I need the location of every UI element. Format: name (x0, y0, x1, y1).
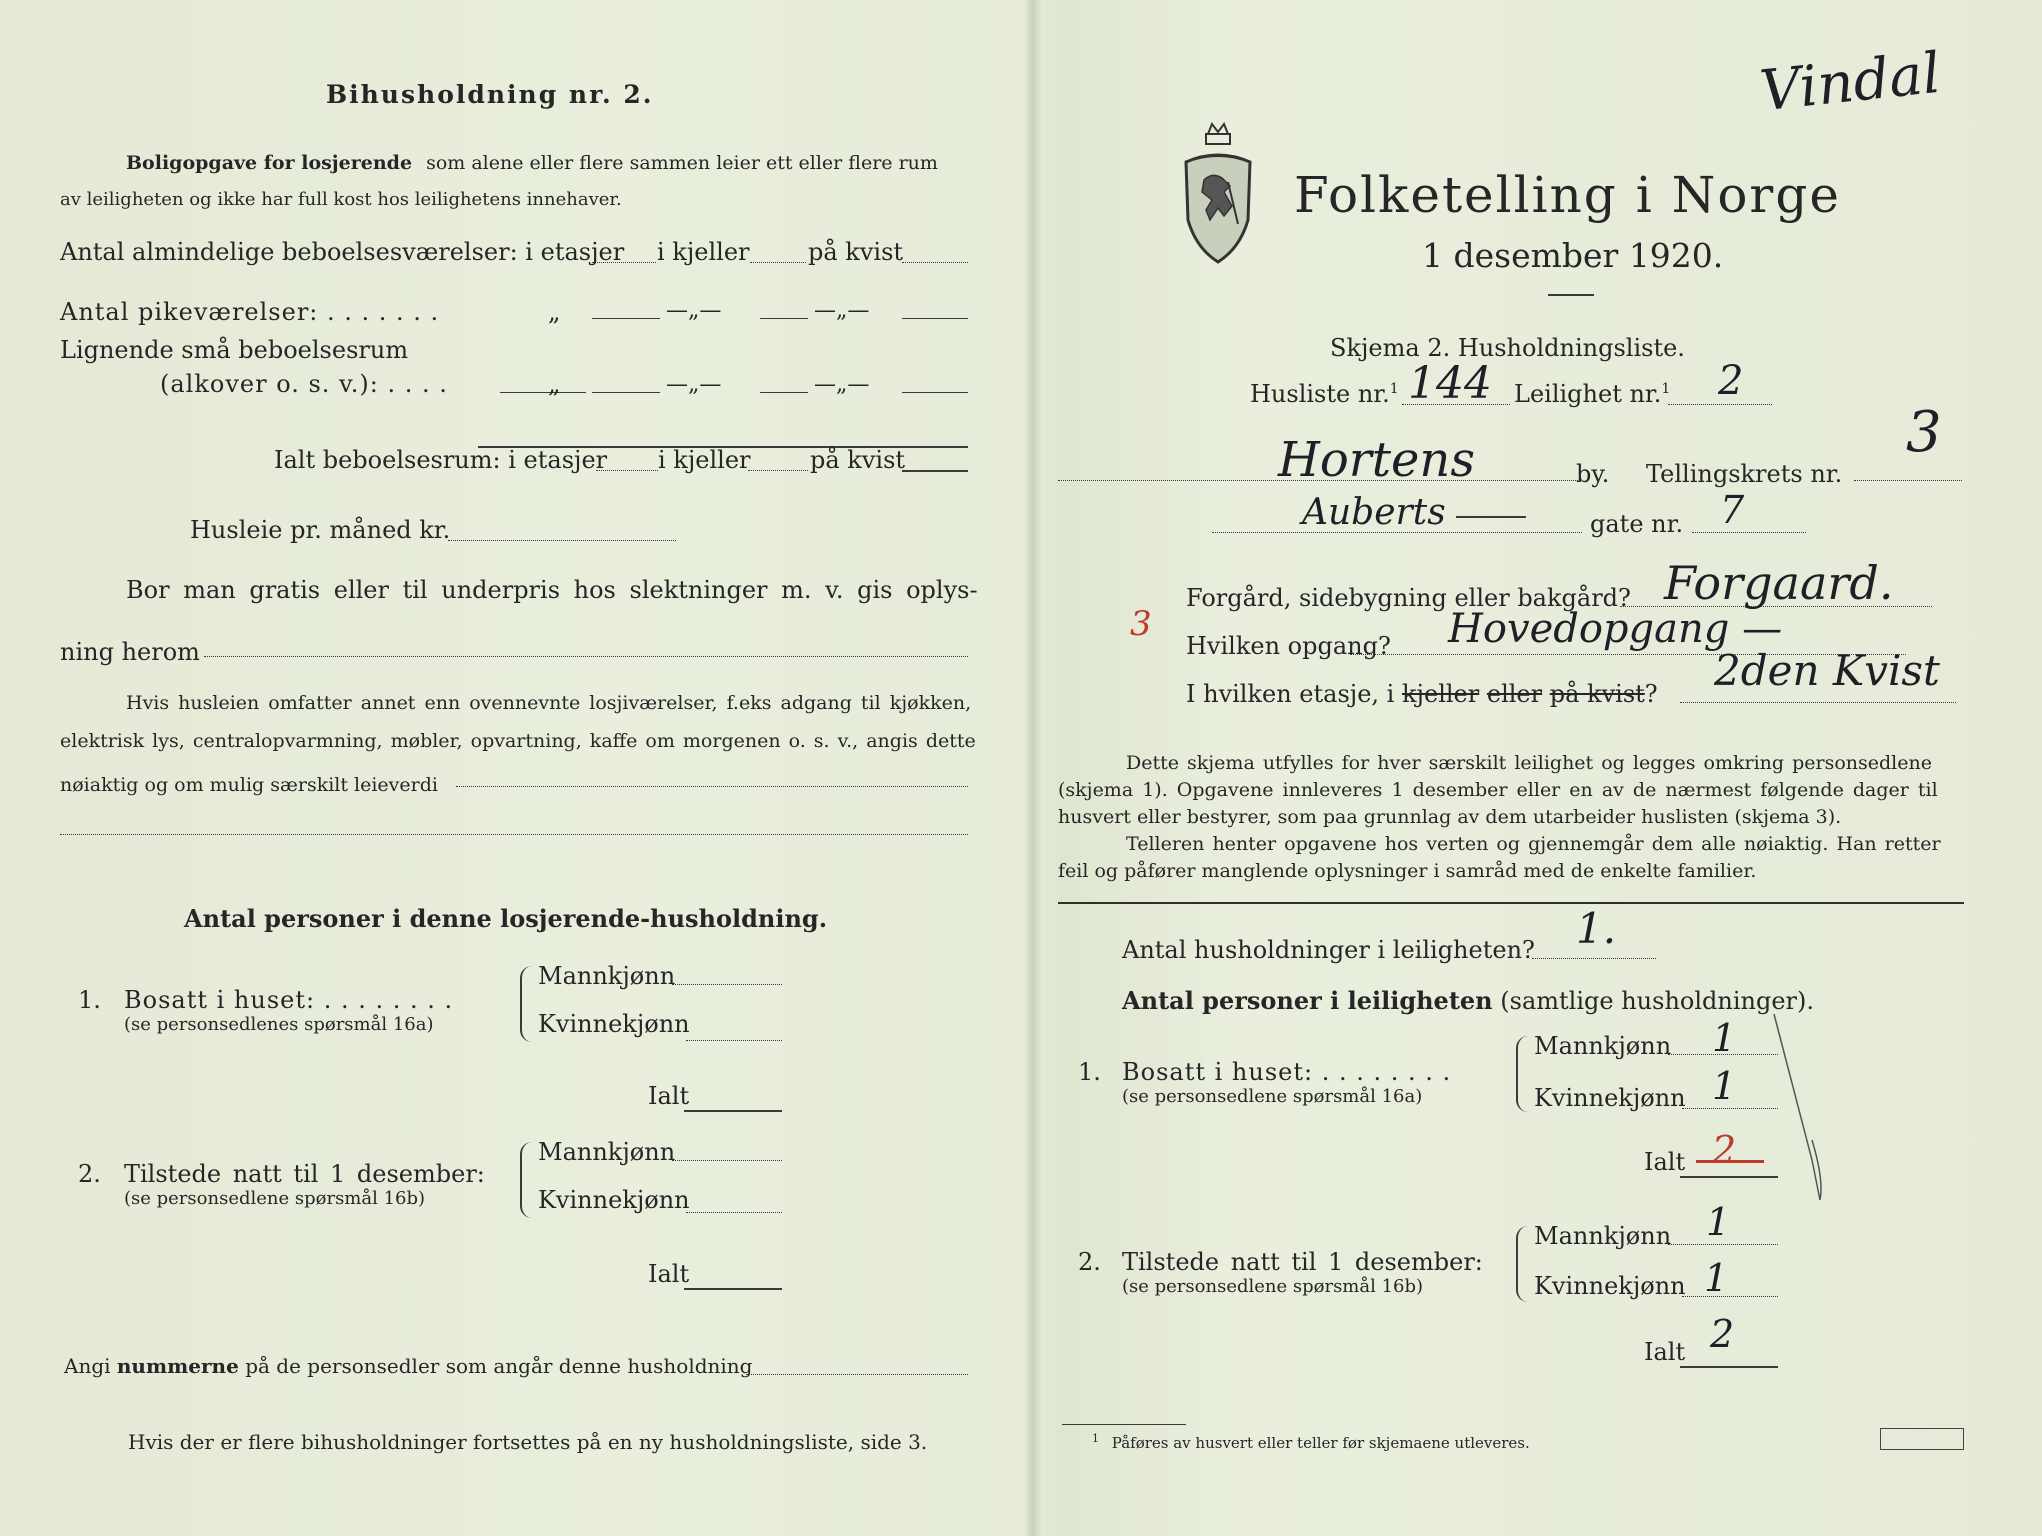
right-q2-kvinne: Kvinnekjønn (1534, 1272, 1686, 1300)
right-q1-mann-value: 1 (1712, 1016, 1737, 1060)
left-q1-label: Bosatt i huset: . . . . . . . . (124, 986, 454, 1014)
right-q2-mann: Mannkjønn (1534, 1222, 1672, 1250)
left-q2-ialt-field[interactable] (684, 1288, 782, 1290)
page-fold (1024, 0, 1042, 1536)
rooms-label: Antal almindelige beboelsesværelser: i etasjer (60, 238, 625, 266)
top-note-handwriting: Vindal (1757, 40, 1944, 125)
left-q2-num: 2. (78, 1160, 101, 1188)
footnote (1092, 1432, 1530, 1452)
angi-line (64, 1354, 752, 1378)
left-q2-kvinne: Kvinnekjønn (538, 1186, 690, 1214)
right-q1-ialt: Ialt (1644, 1148, 1686, 1176)
left-q2-brace (520, 1142, 534, 1218)
note-line-3: nøiaktig og om mulig særskilt leieverdi (60, 774, 438, 796)
by-label: by. (1576, 460, 1610, 488)
hh-value: 1. (1576, 904, 1617, 953)
rooms-etasjer-field[interactable] (592, 262, 656, 263)
footnote-rule (1062, 1424, 1186, 1425)
krets-field[interactable] (1854, 480, 1962, 481)
right-q1-ialt-red-underline (1696, 1160, 1764, 1163)
left-q1-ialt-field[interactable] (684, 1110, 782, 1112)
rooms-kvist-field[interactable] (902, 262, 968, 263)
husliste-sup: 1 (1389, 381, 1399, 397)
small-rooms-ditto-2: —„— (666, 372, 722, 397)
pike-ditto-2: —„— (666, 298, 722, 323)
small-rooms-kvist-field[interactable] (902, 392, 968, 393)
printer-stamp (1880, 1428, 1964, 1450)
left-persons-heading: Antal personer i denne losjerende-husholdning. (184, 904, 828, 933)
right-q1-ialt-value: 2 (1712, 1128, 1737, 1172)
leilighet-sup: 1 (1661, 381, 1671, 397)
left-title: Bihusholdning nr. 2. (326, 80, 654, 109)
right-q2-ialt: Ialt (1644, 1338, 1686, 1366)
hh-field[interactable] (1532, 958, 1656, 959)
left-q2-ialt: Ialt (648, 1260, 690, 1288)
pike-ditto-3: —„— (814, 298, 870, 323)
left-q2-sub: (se personsedlene spørsmål 16b) (124, 1188, 426, 1209)
right-q1-num: 1. (1078, 1058, 1101, 1086)
instr-line-5: feil og påfører manglende oplysninger i samråd med de enkelte familier. (1058, 860, 1757, 882)
note-field[interactable] (456, 786, 968, 787)
angi-text-1: Angi (64, 1354, 111, 1378)
right-q1-mann: Mannkjønn (1534, 1032, 1672, 1060)
left-q1-brace (520, 966, 534, 1042)
etasje-kjeller-struck: kjeller (1402, 680, 1480, 708)
total-kvist-field[interactable] (902, 470, 968, 472)
small-rooms-ditto: „ (548, 370, 561, 398)
gate-label: gate nr. (1590, 510, 1684, 538)
right-q1-kvinne-field[interactable] (1682, 1108, 1778, 1109)
krets-value: 3 (1906, 400, 1942, 465)
leilighet-value: 2 (1718, 358, 1744, 404)
small-rooms-ditto-3: —„— (814, 372, 870, 397)
etasje-question: ? (1644, 680, 1658, 708)
instructions (1058, 750, 1964, 885)
right-persons-rest: (samtlige husholdninger). (1500, 987, 1815, 1015)
small-rooms-etasjer-field[interactable] (592, 392, 660, 393)
total-kjeller-field[interactable] (748, 470, 808, 471)
opgang-value: Hovedopgang — (1448, 606, 1783, 652)
right-q2-ialt-value: 2 (1710, 1312, 1735, 1356)
total-etasjer-field[interactable] (596, 470, 658, 471)
etasje-label (1186, 680, 1658, 708)
instr-line-3: husvert eller bestyrer, som paa grunnlag av dem utarbeider huslisten (skjema 3). (1058, 806, 1842, 828)
left-intro-bold: Boligopgave for losjerende (126, 152, 413, 174)
left-q1-mann: Mannkjønn (538, 962, 676, 990)
instr-line-4: Telleren henter opgavene hos verten og gjennemgår dem alle nøiaktig. Han retter (1126, 833, 1941, 855)
right-q1-kvinne-value: 1 (1712, 1064, 1737, 1108)
instr-line-1: Dette skjema utfylles for hver særskilt leilighet og legges omkring personsedlene (1126, 752, 1932, 774)
left-q1-ialt: Ialt (648, 1082, 690, 1110)
right-q2-num: 2. (1078, 1248, 1101, 1276)
forgard-value: Forgaard. (1664, 556, 1894, 610)
rooms-kvist-label: på kvist (808, 238, 904, 266)
right-q2-mann-field[interactable] (1668, 1244, 1778, 1245)
left-q1-kvinne: Kvinnekjønn (538, 1010, 690, 1038)
krets-label: Tellingskrets nr. (1646, 460, 1843, 488)
schema-label: Skjema 2. Husholdningsliste. (1330, 334, 1685, 362)
left-q2-mann: Mannkjønn (538, 1138, 676, 1166)
hh-label: Antal husholdninger i leiligheten? (1122, 936, 1535, 964)
leilighet-label (1514, 380, 1670, 408)
angi-field[interactable] (746, 1374, 968, 1375)
right-q2-kvinne-value: 1 (1704, 1256, 1729, 1300)
pike-kjeller-field[interactable] (760, 318, 808, 319)
angi-text-2: på de personsedler som angår denne husholdning (245, 1354, 753, 1378)
instr-line-2: (skjema 1). Opgavene innleveres 1 desember eller en av de nærmest følgende dager til (1058, 779, 1938, 801)
street-strike (1456, 516, 1526, 518)
etasje-field[interactable] (1680, 702, 1956, 703)
right-q2-brace (1516, 1226, 1530, 1302)
left-q2-label: Tilstede natt til 1 desember: (124, 1160, 485, 1188)
left-intro-line2: av leiligheten og ikke har full kost hos leilighetens innehaver. (60, 189, 622, 210)
note-line-1: Hvis husleien omfatter annet enn ovennevnte losjiværelser, f.eks adgang til kjøkken, (126, 692, 972, 714)
right-title: Folketelling i Norge (1294, 166, 1841, 224)
left-q1-sub: (se personsedlenes spørsmål 16a) (124, 1014, 434, 1035)
right-q2-kvinne-field[interactable] (1682, 1296, 1778, 1297)
small-rooms-kjeller-field[interactable] (760, 392, 808, 393)
husliste-label-text: Husliste nr. (1250, 380, 1390, 408)
forgard-label: Forgård, sidebygning eller bakgård? (1186, 584, 1631, 612)
etasje-value: 2den Kvist (1714, 646, 1940, 695)
left-q1-kvinne-field[interactable] (686, 1040, 782, 1041)
left-q1-num: 1. (78, 986, 101, 1014)
rent-label: Husleie pr. måned kr. (190, 516, 451, 544)
right-q1-sub: (se personsedlene spørsmål 16a) (1122, 1086, 1423, 1107)
left-footer: Hvis der er flere bihusholdninger fortsettes på en ny husholdningsliste, side 3. (128, 1430, 928, 1454)
angi-bold: nummerne (116, 1354, 239, 1378)
pike-kvist-field[interactable] (902, 318, 968, 319)
street-value: Auberts (1302, 492, 1446, 533)
rooms-kjeller-field[interactable] (750, 262, 806, 263)
right-date: 1 desember 1920. (1422, 236, 1724, 275)
small-rooms-line-a (500, 392, 586, 393)
leilighet-label-text: Leilighet nr. (1514, 380, 1662, 408)
footnote-text: Påføres av husvert eller teller før skjemaene utleveres. (1111, 1434, 1530, 1452)
left-q2-kvinne-field[interactable] (686, 1212, 782, 1213)
footnote-num: 1 (1092, 1432, 1099, 1445)
etasje-eller-struck: eller (1486, 680, 1543, 708)
gate-field[interactable] (1692, 532, 1806, 533)
total-kvist-label: på kvist (810, 446, 906, 474)
husliste-label (1250, 380, 1399, 408)
city-value: Hortens (1278, 432, 1475, 488)
pike-ditto: „ (548, 298, 561, 326)
right-q2-mann-value: 1 (1706, 1200, 1731, 1244)
free-line-1: Bor man gratis eller til underpris hos slektninger m. v. gis oplys- (126, 576, 978, 604)
note-field-2[interactable] (60, 834, 968, 835)
right-q2-sub: (se personsedlene spørsmål 16b) (1122, 1276, 1424, 1297)
opgang-label: Hvilken opgang? (1186, 632, 1391, 660)
right-persons-heading (1122, 986, 1814, 1015)
coat-of-arms-icon (1178, 120, 1258, 270)
date-rule (1548, 294, 1594, 296)
free-field[interactable] (204, 656, 968, 657)
left-q2-mann-field[interactable] (672, 1160, 782, 1161)
leilighet-field[interactable] (1668, 404, 1772, 405)
left-intro-rest: som alene eller flere sammen leier ett eller flere rum (426, 152, 938, 174)
note-line-2: elektrisk lys, centralopvarmning, møbler, opvartning, kaffe om morgenen o. s. v., angis dette (60, 730, 976, 752)
small-rooms-label-1: Lignende små beboelsesrum (60, 336, 409, 364)
gate-value: 7 (1720, 488, 1745, 532)
right-q2-label: Tilstede natt til 1 desember: (1122, 1248, 1483, 1276)
right-persons-bold: Antal personer i leiligheten (1122, 986, 1493, 1015)
instructions-rule (1058, 902, 1964, 904)
left-intro (126, 152, 938, 174)
right-q1-kvinne: Kvinnekjønn (1534, 1084, 1686, 1112)
pike-label: Antal pikeværelser: . . . . . . . (60, 298, 440, 326)
small-rooms-label-2: (alkover o. s. v.): . . . . (160, 370, 448, 398)
pike-etasjer-field[interactable] (592, 318, 660, 319)
etasje-kvist-struck: på kvist (1549, 680, 1645, 708)
rooms-kjeller-label: i kjeller (657, 238, 750, 266)
pencil-check-mark (1772, 1010, 1852, 1210)
left-q1-mann-field[interactable] (672, 984, 782, 985)
right-q1-ialt-field[interactable] (1680, 1176, 1778, 1178)
etasje-label-text: I hvilken etasje, i (1186, 680, 1395, 708)
right-q1-label: Bosatt i huset: . . . . . . . . (1122, 1058, 1452, 1086)
right-q1-brace (1516, 1036, 1530, 1112)
free-line-2: ning herom (60, 638, 200, 666)
total-label: Ialt beboelsesrum: i etasjer (274, 446, 608, 474)
husliste-value: 144 (1408, 358, 1492, 409)
red-pencil-mark: 3 (1130, 604, 1152, 644)
right-q2-ialt-field[interactable] (1680, 1366, 1778, 1368)
total-kjeller-label: i kjeller (658, 446, 751, 474)
rent-field[interactable] (448, 540, 676, 541)
